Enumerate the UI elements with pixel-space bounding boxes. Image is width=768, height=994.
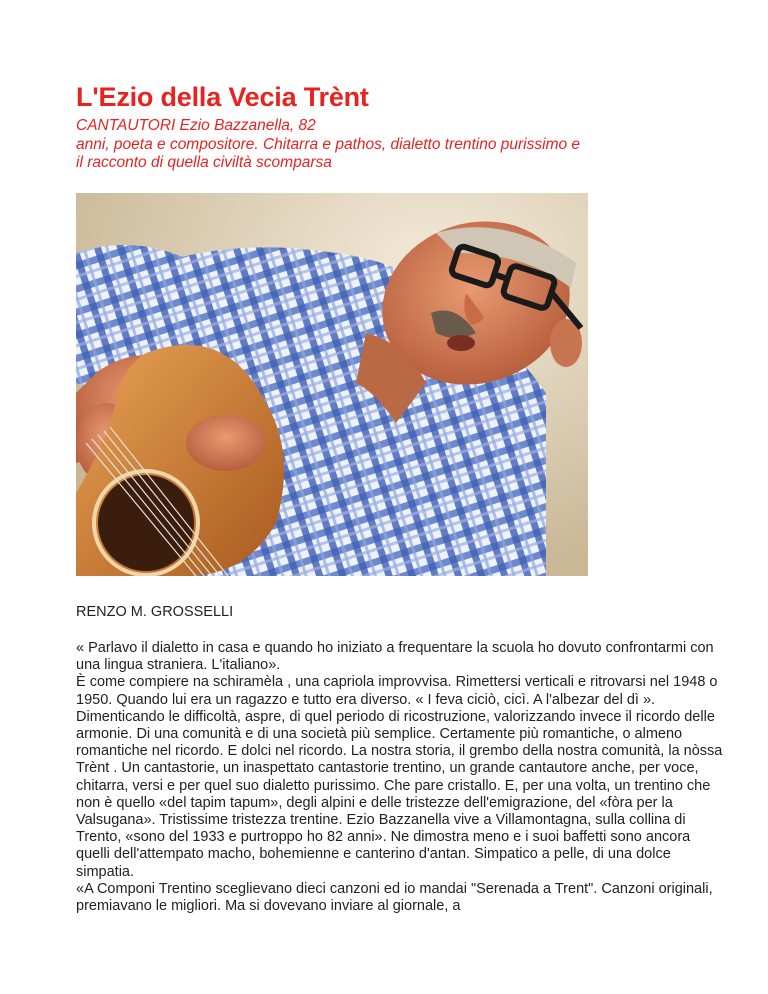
man-playing-guitar-photo [76, 193, 588, 576]
article-subtitle [76, 117, 736, 173]
subtitle-line: il racconto di quella civiltà scomparsa [76, 154, 332, 171]
body-paragraph: «A Componi Trentino sceglievano dieci canzoni ed io mandai "Serenada a Trent". Canzoni originali, premiavano le migliori. Ma si dovevano inviare al giornale, a [76, 880, 713, 915]
author-byline: RENZO M. GROSSELLI [76, 604, 234, 620]
subtitle-line: anni, poeta e compositore. Chitarra e pathos, dialetto trentino purissimo e [76, 135, 581, 153]
subtitle-line: CANTAUTORI Ezio Bazzanella, 82 [76, 117, 316, 134]
article-photo [76, 193, 588, 576]
body-paragraph: « Parlavo il dialetto in casa e quando ho iniziato a frequentare la scuola ho dovuto confrontarmi con una lingua straniera. L'italiano». [76, 640, 714, 674]
article-body [76, 640, 726, 915]
body-paragraph: È come compiere na schiramèla , una capriola improvvisa. Rimettersi verticali e ritrovarsi nel 1948 o 1950. Quando lui era un ragazzo e tutto era diverso. « I feva ciciò, cicì. A l'albezar del dì ». Dimenticando le difficoltà, aspre, di quel periodo di ricostruzione, valorizzando invece il ricordo delle armonie. Di una comunità e di una società più semplice. Certamente più romantiche, o almeno romantiche nel ricordo. E dolci nel ricordo. La nostra storia, il grembo della nostra comunità, la nòssa Trènt . Un cantastorie, un inaspettato cantastorie trentino, un grande cantautore anche, per voce, chitarra, versi e per quel suo dialetto purissimo. Che pare cristallo. E, per una volta, un trentino che non è quello «del tapim tapum», degli alpini e delle tristezze dell'emigrazione, del «fòra per la Valsugana». Tristissime tristezza trentine. Ezio Bazzanella vive a Villamontagna, sulla collina di Trento, «sono del 1933 e purtroppo ho 82 anni». Ne dimostra meno e i suoi baffetti sono ancora quelli dell'attempato macho, bohemienne e canterino d'antan. Simpatico a pelle, di una dolce simpatia. [76, 674, 723, 880]
article-title: L'Ezio della Vecia Trènt [76, 82, 369, 112]
